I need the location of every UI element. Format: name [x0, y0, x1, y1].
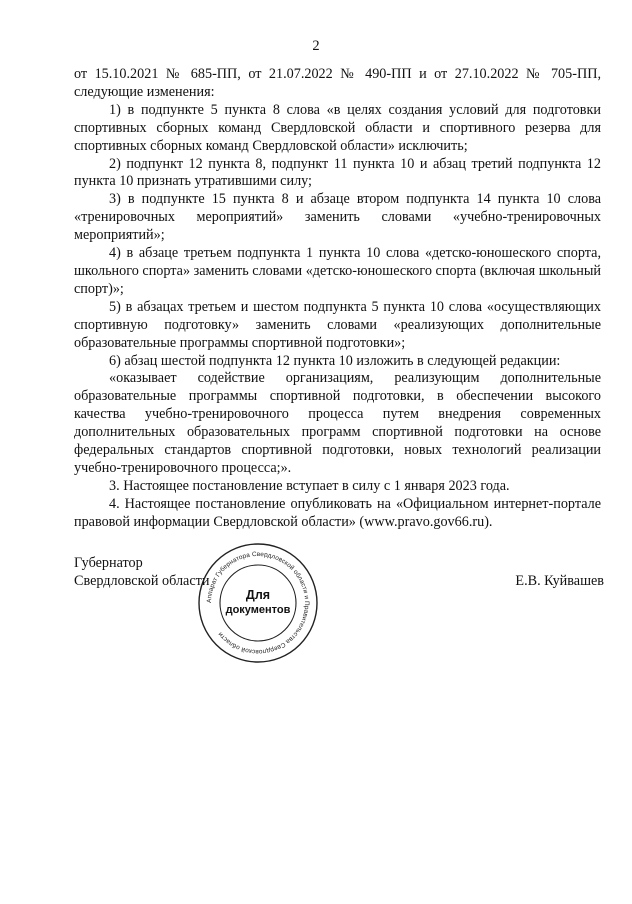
svg-text:Аппарат Губернатора Свердловск	[206, 551, 310, 655]
signatory-name: Е.В. Куйвашев	[515, 572, 604, 589]
paragraph-clause-4: 4. Настоящее постановление опубликовать на «Официальном интернет-портале правовой информации Свердловской области» (www.pravo.gov66.ru).	[74, 495, 601, 530]
paragraph-clause-3: 3. Настоящее постановление вступает в силу с 1 января 2023 года.	[109, 477, 510, 494]
stamp-ring-text: Аппарат Губернатора Свердловской области и Правительства Свердловской области	[205, 550, 311, 656]
signatory-title-line1: Губернатор	[74, 555, 143, 571]
signature-block	[74, 555, 604, 591]
paragraph-item-6: 6) абзац шестой подпункта 12 пункта 10 изложить в следующей редакции:	[109, 352, 561, 369]
document-body	[74, 66, 601, 532]
paragraph-item-2: 2) подпункт 12 пункта 8, подпункт 11 пункта 10 и абзац третий подпункта 12 пункта 10 признать утратившими силу;	[74, 155, 601, 190]
paragraph-item-1: 1) в подпункте 5 пункта 8 слова «в целях создания условий для подготовки спортивных сборных команд Свердловской области и спортивного резерва для спортивных сборных команд Свердловской области» исключить;	[74, 101, 601, 154]
paragraph-item-4: 4) в абзаце третьем подпункта 1 пункта 10 слова «детско-юношеского спорта, школьного спорта» заменить словами «детско-юношеского спорта (включая школьный спорт)»;	[74, 245, 601, 297]
stamp-center-line1: Для	[245, 588, 271, 602]
paragraph-new-wording: «оказывает содействие организациям, реализующим дополнительные образовательные программы спортивной подготовки, в обеспечении высокого качества учебно-тренировочного процесса путем внедрения современных дополнительных образовательных программ спортивной подготовки на основе федеральных стандартов спортивной подготовки, новых технологий реализации учебно-тренировочного процесса;».	[74, 370, 601, 476]
stamp-center-line2: документов	[225, 604, 291, 616]
paragraph-intro: от 15.10.2021 № 685-ПП, от 21.07.2022 № 490-ПП и от 27.10.2022 № 705-ПП, следующие изменения:	[74, 66, 601, 100]
paragraph-item-3: 3) в подпункте 15 пункта 8 и абзаце втором подпункта 14 пункта 10 слова «тренировочных мероприятий» заменить словами «учебно-тренировочных мероприятий»;	[74, 191, 601, 244]
page-number: 2	[312, 38, 320, 54]
paragraph-item-5: 5) в абзацах третьем и шестом подпункта 5 пункта 10 слова «осуществляющих спортивную подготовку» заменить словами «реализующих дополнительные образовательные программы спортивной подготовки»;	[74, 298, 601, 351]
official-stamp	[196, 541, 320, 665]
signatory-title-line2: Свердловской области	[74, 572, 210, 589]
